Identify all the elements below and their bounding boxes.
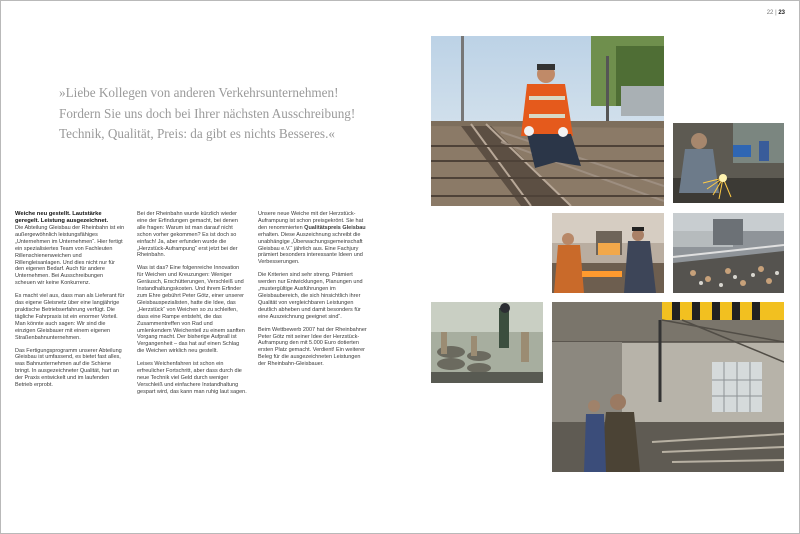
forge-workers-photo (552, 213, 664, 293)
paragraph: Leises Weichenfahren ist schon ein erfreulicher Fortschritt, aber dass durch die neue Technik viel Geld durch weniger Verschleiß und einfachere Instandhaltung gespart wird, das kann man ruhig laut sagen. (137, 361, 247, 395)
text-column-2 (137, 211, 247, 402)
workshop-hall-photo (552, 302, 784, 472)
paragraph: Beim Wettbewerb 2007 hat der Rheinbahner Peter Götz mit seiner Idee der Herzstück-Auframpung den mit 5.000 Euro dotierten ersten Platz gemacht. Verdient! Ein weiterer Beleg für die ausgezeichneten Leistungen der Rheinbahn-Gleisbauer. (258, 326, 367, 368)
paragraph (258, 211, 368, 266)
paragraph: Die Abteilung Gleisbau der Rheinbahn ist ein außergewöhnlich leistungsfähiges „Unternehmen im Unternehmen“. Hier fertigt ein spezialisiertes Team von Fachleuten Rillenschienenweichen und Rillengleisanlagen. Und dies nicht nur für den eigenen Bedarf. Auch für andere Unternehmen. Bei Ausschreibungen scheuen wir keine Konkurrenz. (15, 225, 125, 287)
text-run: erhalten. Diese Auszeichnung schreibt die unabhängige „Überwachungsgemeinschaft Gleisbau e.V.“ jährlich aus. Eine Fachjury prämiert besonders interessante Ideen und Verbesserungen. (258, 231, 363, 266)
metal-shavings-photo (673, 213, 784, 293)
paragraph: Es macht viel aus, dass man als Lieferant für das eigene Gleisnetz über eine langjährige praktische Betriebserfahrung verfügt. Die tägliche Fahrpraxis ist ein enormer Vorteil. Man könnte auch sagen: Wir sind die einzigen Gleisbauer mit einem eigenen Straßenbahnunternehmen. (15, 293, 125, 341)
paragraph: Bei der Rheinbahn wurde kürzlich wieder eine der Erfindungen gemacht, bei denen alle fragen: Warum ist man darauf nicht schon vorher gekommen? Es ist doch so einfach! Ja, aber erfunden wurde die „Herzstück-Auframpung“ erst jetzt bei der Rheinbahn. (137, 211, 238, 259)
paragraph: Das Fertigungsprogramm unserer Abteilung Gleisbau ist umfassend, es bietet fast alles, was Bahnunternehmen auf die Schiene bringt. In ausgezeichneter Qualität, hart an der Praxis entwickelt und im laufenden Betrieb erprobt. (15, 347, 122, 389)
page-number-separator: | (775, 10, 777, 16)
text-column-1 (15, 211, 125, 395)
article-heading: Weiche neu gestellt. Lautstärke geregelt. Leistung ausgezeichnet. (15, 211, 109, 224)
grinding-sparks-photo (673, 123, 784, 203)
machine-parts-photo (431, 302, 543, 383)
award-name: Qualitätspreis Gleisbau (304, 224, 366, 231)
pull-quote: »Liebe Kollegen von anderen Verkehrsunternehmen! Fordern Sie uns doch bei Ihrer nächsten Ausschreibung! Technik, Qualität, Preis: da gibt es nichts Besseres.« (59, 85, 356, 141)
text-run: Unsere neue Weiche mit der Herzstück-Auframpung ist schon preisgekrönt. Sie hat den renommierten (258, 211, 364, 231)
page-number-right: 23 (778, 10, 785, 16)
text-column-3 (258, 211, 368, 374)
paragraph: Was ist das? Eine folgenreiche Innovation für Weichen und Kreuzungen: Weniger Geräusch, Erschütterungen, Verschleiß und Instandhaltungskosten. Und ihrem Erfinder zum Ehre gebührt Peter Götz, einer unserer Gleisbauspezialisten, hatte die Idee, das „Herzstück“ von Weichen so zu schleifen, dass eine Rampe entsteht, die das Zusammentreffen von Rad und umlenkendem Weichenteil zu einem sanften Vorgang macht. Der bisherige Aufprall ist Vergangenheit – das hat auf einen Schlag die Weichen wirklich neu gestellt. (137, 265, 245, 355)
worker-on-tracks-photo (431, 36, 664, 206)
page-number (767, 10, 785, 16)
page-number-left: 22 (766, 10, 774, 16)
paragraph: Die Kriterien sind sehr streng. Prämiert werden nur Entwicklungen, Planungen und „mustergültige Ausführungen im Gleisbaubereich, die sich hinsichtlich ihrer Qualität von vergleichbaren Leistungen deutlich abheben und damit besonders für eine Auszeichnung geeignet sind“. (258, 272, 363, 320)
